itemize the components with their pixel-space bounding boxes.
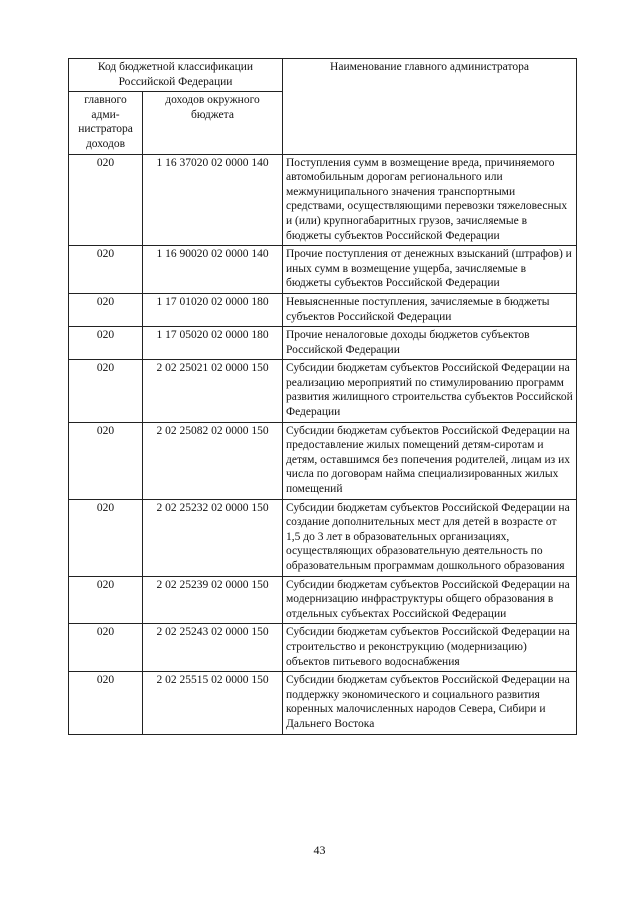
revenue-code-cell: 1 16 37020 02 0000 140: [143, 154, 283, 246]
administrator-name-cell: Субсидии бюджетам субъектов Российской Федерации на предоставление жилых помещений детям-сиротам и детям, оставшимся без попечения родителей, лицам из их числа по договорам найма специализированных жилых помещений: [283, 422, 577, 499]
revenue-code-cell: 1 17 05020 02 0000 180: [143, 327, 283, 360]
admin-code-cell: 020: [69, 154, 143, 246]
admin-code-cell: 020: [69, 360, 143, 422]
admin-code-cell: 020: [69, 576, 143, 624]
revenue-code-cell: 1 16 90020 02 0000 140: [143, 246, 283, 294]
budget-classification-table: [68, 58, 577, 735]
admin-code-cell: 020: [69, 499, 143, 576]
administrator-name-cell: Прочие неналоговые доходы бюджетов субъектов Российской Федерации: [283, 327, 577, 360]
table-row: [69, 422, 577, 499]
administrator-name-cell: Субсидии бюджетам субъектов Российской Федерации на реализацию мероприятий по стимулированию программ развития жилищного строительства субъектов Российской Федерации: [283, 360, 577, 422]
admin-code-cell: 020: [69, 422, 143, 499]
table-row: [69, 576, 577, 624]
table-row: [69, 293, 577, 326]
table-row: [69, 327, 577, 360]
admin-code-cell: 020: [69, 672, 143, 734]
revenue-code-cell: 2 02 25243 02 0000 150: [143, 624, 283, 672]
administrator-name-cell: Субсидии бюджетам субъектов Российской Федерации на строительство и реконструкцию (модернизацию) объектов питьевого водоснабжения: [283, 624, 577, 672]
revenue-code-cell: 2 02 25239 02 0000 150: [143, 576, 283, 624]
header-chief-administrator: главного адми-нистратора доходов: [69, 92, 143, 154]
table-row: [69, 672, 577, 734]
table-row: [69, 624, 577, 672]
admin-code-cell: 020: [69, 246, 143, 294]
table-row: [69, 154, 577, 246]
header-district-budget-revenue: доходов окружного бюджета: [143, 92, 283, 154]
administrator-name-cell: Субсидии бюджетам субъектов Российской Федерации на создание дополнительных мест для детей в возрасте от 1,5 до 3 лет в образовательных организациях, осуществляющих образовательную деятельность по образовательным программам дошкольного образования: [283, 499, 577, 576]
admin-code-cell: 020: [69, 624, 143, 672]
administrator-name-cell: Поступления сумм в возмещение вреда, причиняемого автомобильным дорогам регионального или межмуниципального значения транспортными средствами, осуществляющими перевозки тяжеловесных и (или) крупногабаритных грузов, зачисляемые в бюджеты субъектов Российской Федерации: [283, 154, 577, 246]
table-row: [69, 499, 577, 576]
table-header: [69, 59, 577, 155]
header-administrator-name: Наименование главного администратора: [283, 59, 577, 155]
revenue-code-cell: 2 02 25232 02 0000 150: [143, 499, 283, 576]
header-row-group: [69, 59, 577, 92]
administrator-name-cell: Прочие поступления от денежных взысканий (штрафов) и иных сумм в возмещение ущерба, зачисляемые в бюджеты субъектов Российской Федерации: [283, 246, 577, 294]
header-budget-classification-code: Код бюджетной классификации Российской Федерации: [69, 59, 283, 92]
admin-code-cell: 020: [69, 327, 143, 360]
table-body: [69, 154, 577, 734]
page-number: 43: [313, 843, 326, 857]
revenue-code-cell: 2 02 25021 02 0000 150: [143, 360, 283, 422]
table-row: [69, 360, 577, 422]
admin-code-cell: 020: [69, 293, 143, 326]
table-row: [69, 246, 577, 294]
revenue-code-cell: 1 17 01020 02 0000 180: [143, 293, 283, 326]
administrator-name-cell: Невыясненные поступления, зачисляемые в бюджеты субъектов Российской Федерации: [283, 293, 577, 326]
revenue-code-cell: 2 02 25082 02 0000 150: [143, 422, 283, 499]
administrator-name-cell: Субсидии бюджетам субъектов Российской Федерации на модернизацию инфраструктуры общего образования в отдельных субъектах Российской Федерации: [283, 576, 577, 624]
revenue-code-cell: 2 02 25515 02 0000 150: [143, 672, 283, 734]
administrator-name-cell: Субсидии бюджетам субъектов Российской Федерации на поддержку экономического и социального развития коренных малочисленных народов Севера, Сибири и Дальнего Востока: [283, 672, 577, 734]
